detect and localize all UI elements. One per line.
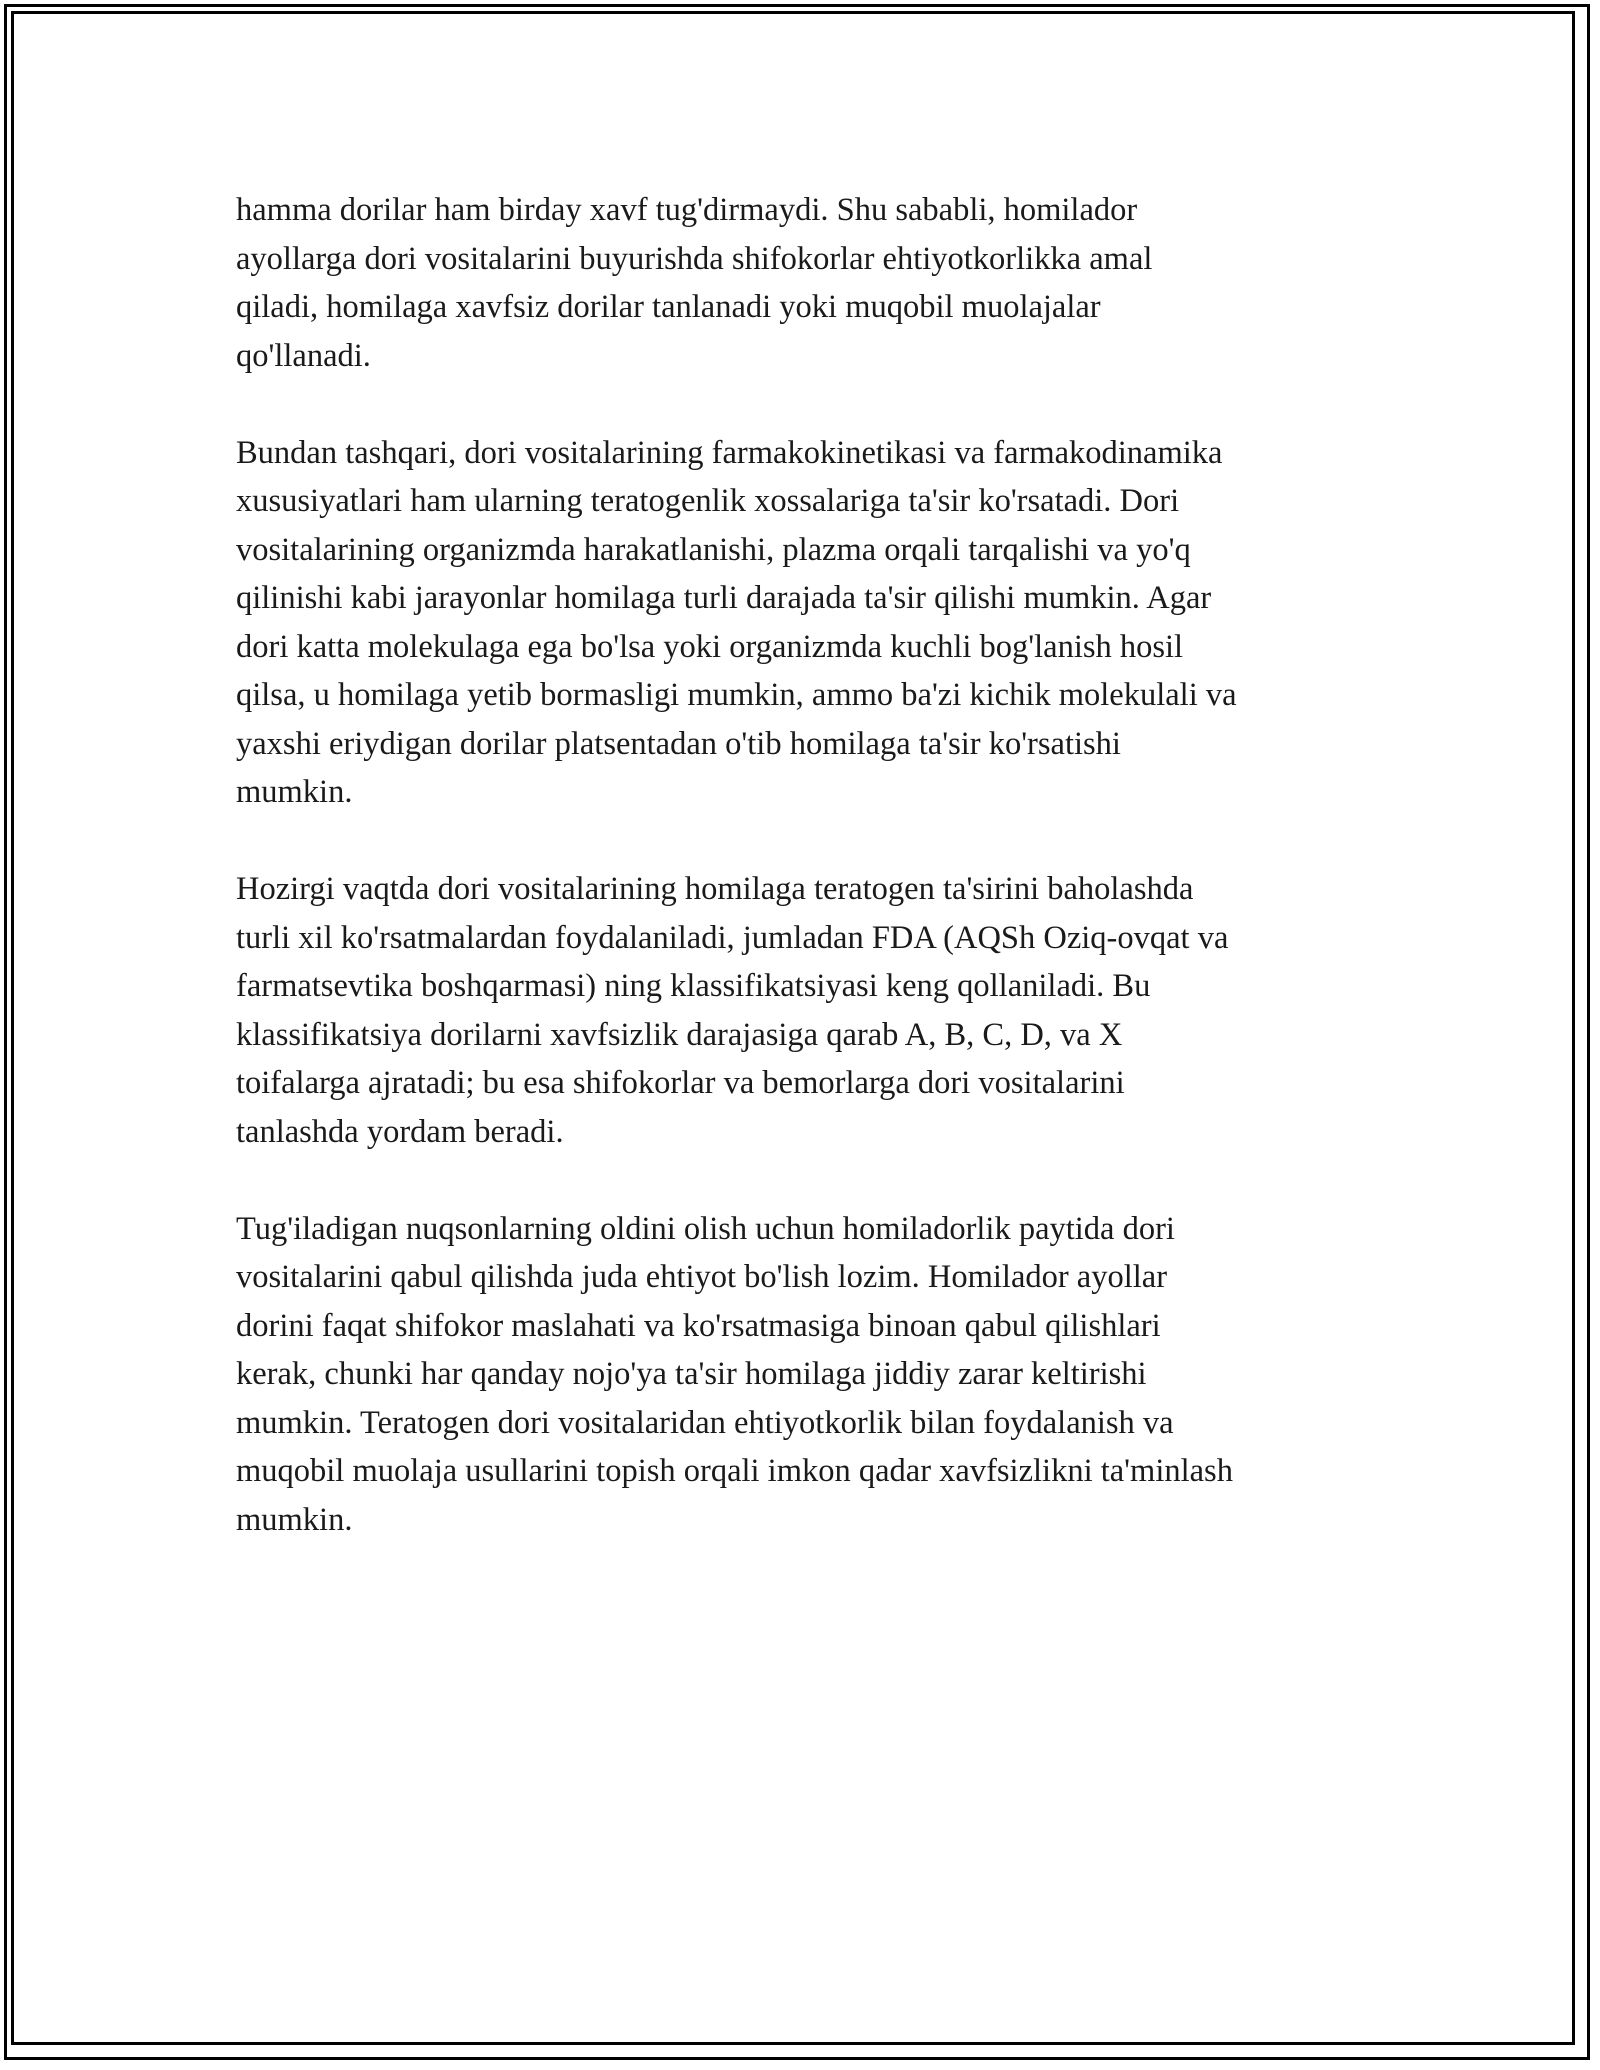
text-line: klassifikatsiya dorilarni xavfsizlik darajasiga qarab A, B, C, D, va X — [236, 1016, 1123, 1053]
document-body — [236, 186, 1376, 1593]
text-line: dori katta molekulaga ega bo'lsa yoki organizmda kuchli bog'lanish hosil — [236, 628, 1184, 665]
paragraph-4 — [236, 1205, 1376, 1545]
text-line: yaxshi eriydigan dorilar platsentadan o'tib homilaga ta'sir ko'rsatishi — [236, 725, 1121, 762]
text-line: qilinishi kabi jarayonlar homilaga turli darajada ta'sir qilishi mumkin. Agar — [236, 580, 1212, 616]
text-line: mumkin. Teratogen dori vositalaridan ehtiyotkorlik bilan foydalanish va — [236, 1404, 1174, 1441]
text-line: Hozirgi vaqtda dori vositalarining homilaga teratogen ta'sirini baholashda — [236, 871, 1194, 907]
text-line: tanlashda yordam beradi. — [236, 1113, 564, 1150]
text-line: Tug'iladigan nuqsonlarning oldini olish uchun homiladorlik paytida dori — [236, 1210, 1175, 1247]
text-line: vositalarining organizmda harakatlanishi, plazma orqali tarqalishi va yo'q — [236, 531, 1191, 568]
text-line: xususiyatlari ham ularning teratogenlik xossalariga ta'sir ko'rsatadi. Dori — [236, 483, 1180, 519]
text-line: qo'llanadi. — [236, 337, 371, 374]
text-line: farmatsevtika boshqarmasi) ning klassifikatsiyasi keng qollaniladi. Bu — [236, 968, 1151, 1004]
text-line: toifalarga ajratadi; bu esa shifokorlar va bemorlarga dori vositalarini — [236, 1065, 1125, 1101]
text-line: qilsa, u homilaga yetib bormasligi mumkin, ammo ba'zi kichik molekulali va — [236, 677, 1237, 713]
text-line: hamma dorilar ham birday xavf tug'dirmaydi. Shu sababli, homilador — [236, 192, 1138, 228]
text-line: dorini faqat shifokor maslahati va ko'rsatmasiga binoan qabul qilishlari — [236, 1307, 1161, 1344]
text-line: vositalarini qabul qilishda juda ehtiyot bo'lish lozim. Homilador ayollar — [236, 1259, 1168, 1295]
text-line: mumkin. — [236, 774, 353, 810]
text-line: mumkin. — [236, 1501, 353, 1538]
text-line: qiladi, homilaga xavfsiz dorilar tanlanadi yoki muqobil muolajalar — [236, 289, 1101, 325]
text-line: Bundan tashqari, dori vositalarining farmakokinetikasi va farmakodinamika — [236, 434, 1223, 471]
text-line: muqobil muolaja usullarini topish orqali imkon qadar xavfsizlikni ta'minlash — [236, 1453, 1233, 1489]
text-line: kerak, chunki har qanday nojo'ya ta'sir homilaga jiddiy zarar keltirishi — [236, 1356, 1147, 1392]
text-line: turli xil ko'rsatmalardan foydalaniladi, jumladan FDA (AQSh Oziq-ovqat va — [236, 919, 1229, 956]
paragraph-1 — [236, 186, 1376, 380]
paragraph-2 — [236, 429, 1376, 817]
text-line: ayollarga dori vositalarini buyurishda shifokorlar ehtiyotkorlikka amal — [236, 240, 1153, 277]
paragraph-3 — [236, 865, 1376, 1156]
